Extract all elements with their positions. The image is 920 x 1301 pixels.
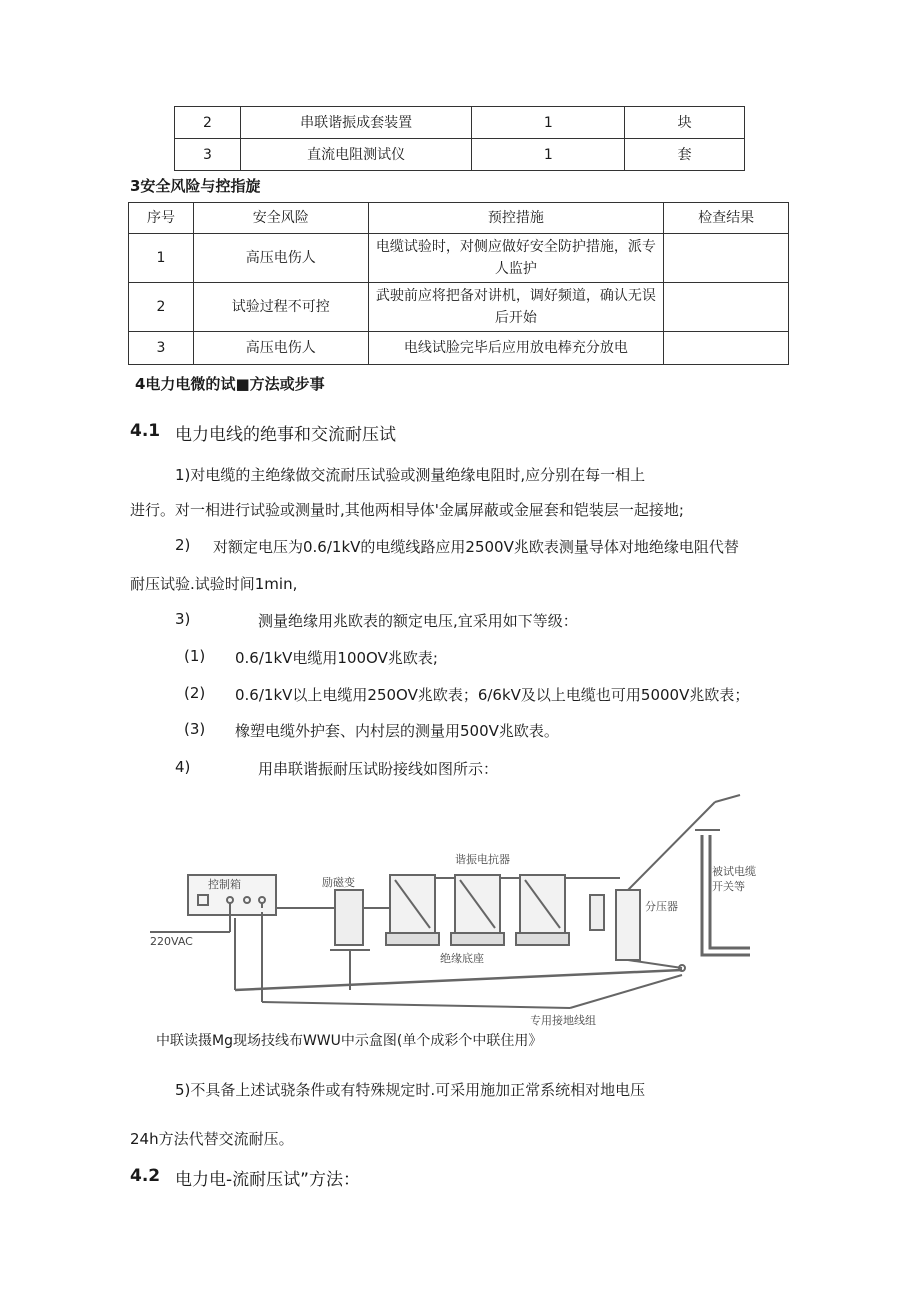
- section4-title: 4电力电微的试■方法或步事: [135, 375, 325, 393]
- figure-caption: 中联读摄Mg现场技线布WWU中示盒图(单个成彩个中联住用》: [156, 1033, 543, 1049]
- list-item-2-text: 0.6/1kV以上电缆用250OV兆欧表；6∕6kV及以上电缆也可用5000V兆欧表；: [235, 686, 750, 704]
- paragraph-5-line-1: 5)不具备上述试骁条件或有特殊规定时.可采用施加正常系统相对地电压: [175, 1081, 646, 1099]
- paragraph-5-line-2: 24h方法代替交流耐压。: [130, 1130, 294, 1148]
- cell-qty: 1: [472, 107, 625, 139]
- label-switch: 开关等: [712, 880, 745, 893]
- cell-risk: 高压电伤人: [193, 234, 368, 283]
- cell-risk: 高压电伤人: [193, 332, 368, 365]
- table-row: [129, 332, 789, 365]
- cell-no: 2: [175, 107, 241, 139]
- cell-unit: 套: [625, 139, 745, 171]
- risk-section-title: 3安全风险与控指旋: [130, 177, 261, 195]
- cell-unit: 块: [625, 107, 745, 139]
- table-header-row: [129, 203, 789, 234]
- cell-no: 1: [129, 234, 194, 283]
- cell-name: 串联谐振成套装置: [240, 107, 472, 139]
- label-ground-line: 专用接地线组: [530, 1014, 596, 1027]
- table-row: [175, 139, 745, 171]
- header-no: 序号: [129, 203, 194, 234]
- cell-measure: 电线试脸完毕后应用放电棒充分放电: [368, 332, 664, 365]
- paragraph-3-text: 测量绝缘用兆欧表的额定电压,宜采用如下等级：: [258, 612, 578, 630]
- section41-number: 4.1: [130, 421, 161, 441]
- table-row: [175, 107, 745, 139]
- label-supply: 220VAC: [150, 935, 193, 948]
- risk-table: [128, 202, 789, 365]
- label-divider: 分压器: [645, 900, 678, 913]
- paragraph-4-text: 用串联谐振耐压试盼接线如图所示：: [258, 760, 499, 778]
- section41-title: 电力电线的绝事和交流耐压试: [175, 425, 396, 445]
- cell-no: 3: [175, 139, 241, 171]
- cell-result: [664, 283, 789, 332]
- list-item-3-number: (3): [184, 720, 206, 738]
- label-control-box: 控制箱: [208, 878, 241, 891]
- list-item-2-number: (2): [184, 684, 206, 702]
- paragraph-1-line-1: 1)对电缆的主绝缘做交流耐压试验或测量绝缘电阻时,应分别在每一相上: [175, 466, 646, 484]
- paragraph-2-number: 2): [175, 536, 191, 554]
- series-resonance-wiring-diagram: [150, 790, 770, 1030]
- label-exciter: 励磁变: [322, 876, 355, 889]
- header-risk: 安全风险: [193, 203, 368, 234]
- cell-risk: 试验过程不可控: [193, 283, 368, 332]
- table-row: [129, 234, 789, 283]
- cell-measure: 武驶前应将把备对讲机，调好频道，确认无误后开始: [368, 283, 664, 332]
- cell-qty: 1: [472, 139, 625, 171]
- cell-result: [664, 234, 789, 283]
- paragraph-4-number: 4): [175, 758, 191, 776]
- paragraph-1-line-2: 进行。对一相进行试验或测量时,其他两相导体'金属屏蔽或金屉套和铠装层一起接地;: [130, 501, 684, 519]
- paragraph-3-number: 3): [175, 610, 191, 628]
- cell-measure: 电缆试验时，对侧应做好安全防护措施，派专人监护: [368, 234, 664, 283]
- cell-no: 3: [129, 332, 194, 365]
- label-cable: 被试电缆: [712, 865, 756, 878]
- list-item-1-number: (1): [184, 647, 206, 665]
- table-row: [129, 283, 789, 332]
- list-item-3-text: 橡塑电缆外护套、内村层的测量用500V兆欧表。: [235, 722, 559, 740]
- label-base: 绝缘底座: [440, 952, 484, 965]
- paragraph-2-line-2: 耐压试验.试验时间1min,: [130, 575, 298, 593]
- label-reactor: 谐振电抗器: [455, 853, 510, 866]
- equipment-table: [174, 106, 745, 171]
- section42-number: 4.2: [130, 1166, 161, 1186]
- cell-name: 直流电阻测试仪: [240, 139, 472, 171]
- header-measure: 预控措施: [368, 203, 664, 234]
- cell-no: 2: [129, 283, 194, 332]
- paragraph-2-line-1: 对额定电压为0.6/1kV的电缆线路应用2500V兆欧表测量导体对地绝缘电阻代替: [213, 538, 739, 556]
- cell-result: [664, 332, 789, 365]
- header-result: 检查结果: [664, 203, 789, 234]
- section42-title: 电力电-流耐压试”方法：: [175, 1170, 360, 1190]
- list-item-1-text: 0.6/1kV电缆用100OV兆欧表;: [235, 649, 438, 667]
